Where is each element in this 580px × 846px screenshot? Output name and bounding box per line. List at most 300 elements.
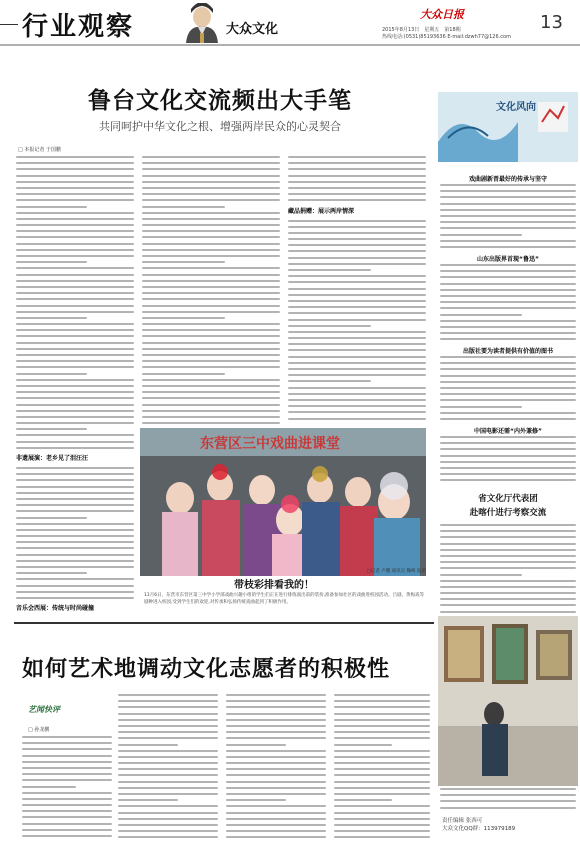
text-line	[334, 818, 430, 820]
text-line	[440, 611, 576, 613]
sidebar-headline-1: 省文化厅代表团	[478, 494, 538, 504]
article-column-2	[142, 156, 280, 424]
masthead-rule	[0, 24, 18, 25]
text-line	[22, 773, 112, 775]
text-line	[440, 227, 576, 229]
text-line	[142, 354, 280, 356]
text-line	[118, 725, 218, 727]
text-line	[334, 731, 430, 733]
text-line	[16, 541, 134, 543]
text-line	[118, 830, 218, 832]
section-divider	[14, 622, 434, 624]
text-line	[226, 774, 326, 776]
text-line	[226, 750, 326, 752]
text-line	[226, 818, 326, 820]
text-line	[142, 249, 280, 251]
text-line	[142, 335, 280, 337]
article-column-3	[288, 156, 426, 424]
text-line	[118, 824, 218, 826]
essay-column-3	[226, 694, 326, 840]
text-line	[226, 700, 326, 702]
body-text-block	[16, 467, 134, 599]
photo-note: 11月6日，东营市东营区第三中学小学部戏曲兴趣小组的学生们正在进行排练演出前的装扮,准备参加社区的戏曲进校园活动。吕剧、黄梅戏等剧种进入校园,受到学生们的欢迎,对传承和弘扬传统戏曲起到了积极作用。	[144, 593, 425, 605]
text-line	[440, 561, 576, 563]
text-line	[142, 360, 280, 362]
text-line	[288, 238, 426, 240]
text-line	[16, 578, 134, 580]
text-line	[440, 549, 576, 551]
text-line	[288, 199, 426, 201]
text-line	[118, 812, 218, 814]
text-line	[288, 257, 426, 259]
photo-credit: □记者 卢鹏 通讯员 鞠峰 报道	[366, 569, 426, 574]
text-line	[440, 455, 576, 457]
text-line	[16, 261, 87, 263]
text-line	[440, 448, 576, 450]
text-line	[288, 300, 426, 302]
text-line	[440, 362, 576, 364]
text-line	[334, 700, 430, 702]
text-line	[22, 786, 76, 788]
text-line	[440, 399, 576, 401]
body-text-block	[440, 356, 576, 420]
text-line	[16, 360, 134, 362]
text-line	[288, 156, 426, 158]
text-line	[288, 250, 426, 252]
text-line	[16, 486, 134, 488]
body-text-block	[440, 264, 576, 340]
text-line	[142, 422, 280, 424]
text-line	[16, 447, 134, 449]
text-line	[226, 756, 326, 758]
text-line	[440, 418, 576, 420]
text-line	[22, 767, 112, 769]
text-line	[22, 792, 112, 794]
text-line	[334, 756, 430, 758]
text-line	[440, 289, 576, 291]
text-line	[16, 187, 134, 189]
section-label: 大众文化	[226, 22, 279, 37]
text-line	[16, 554, 134, 556]
text-line	[142, 286, 280, 288]
text-line	[16, 535, 134, 537]
text-line	[440, 807, 576, 809]
text-line	[288, 418, 426, 420]
text-line	[16, 218, 134, 220]
text-line	[118, 694, 218, 696]
masthead	[0, 0, 580, 46]
text-line	[440, 412, 576, 414]
text-line	[440, 524, 576, 526]
text-line	[16, 492, 134, 494]
text-line	[288, 294, 426, 296]
text-line	[142, 404, 280, 406]
text-line	[288, 226, 426, 228]
essay-column-1	[22, 736, 112, 840]
text-line	[16, 373, 87, 375]
text-line	[440, 788, 576, 790]
text-line	[440, 442, 576, 444]
text-line	[334, 812, 430, 814]
body-text-block	[440, 788, 576, 809]
text-line	[334, 737, 430, 739]
text-line	[16, 298, 134, 300]
text-line	[118, 706, 218, 708]
text-line	[440, 368, 576, 370]
text-line	[440, 393, 576, 395]
text-line	[22, 748, 112, 750]
text-line	[440, 320, 576, 322]
text-line	[22, 810, 112, 812]
text-line	[440, 598, 576, 600]
sidebar-item-title: 戏曲剧新晋最好的传承与坚守	[468, 176, 547, 183]
text-line	[288, 399, 426, 401]
text-line	[118, 793, 218, 795]
text-line	[16, 498, 134, 500]
text-line	[226, 694, 326, 696]
text-line	[16, 441, 134, 443]
text-line	[142, 311, 280, 313]
text-line	[334, 768, 430, 770]
text-line	[226, 706, 326, 708]
text-line	[118, 818, 218, 820]
text-line	[440, 794, 576, 796]
text-line	[440, 203, 576, 205]
main-byline: □ 本报记者 于国鹏	[18, 147, 61, 153]
text-line	[334, 836, 430, 838]
text-line	[440, 209, 576, 211]
text-line	[16, 348, 134, 350]
text-line	[22, 798, 112, 800]
text-line	[440, 307, 576, 309]
text-line	[16, 162, 134, 164]
text-line	[440, 314, 522, 316]
text-line	[16, 366, 134, 368]
text-line	[16, 168, 134, 170]
main-headline: 鲁台文化交流频出大手笔	[88, 87, 352, 114]
text-line	[16, 274, 134, 276]
text-line	[440, 184, 576, 186]
text-line	[118, 756, 218, 758]
text-line	[440, 461, 576, 463]
text-line	[16, 212, 134, 214]
text-line	[16, 591, 134, 593]
text-line	[334, 824, 430, 826]
body-text-block	[16, 156, 134, 449]
text-line	[334, 799, 392, 801]
text-line	[334, 706, 430, 708]
essay-byline: □ 孙龙鹏	[28, 727, 50, 733]
text-line	[22, 755, 112, 757]
text-line	[16, 243, 134, 245]
text-line	[142, 224, 280, 226]
page-title: 行业观察	[22, 12, 135, 42]
text-line	[16, 224, 134, 226]
body-text-block	[288, 156, 426, 201]
text-line	[142, 416, 280, 418]
text-line	[440, 406, 522, 408]
text-line	[16, 585, 134, 587]
text-line	[16, 428, 87, 430]
text-line	[288, 393, 426, 395]
text-line	[334, 762, 430, 764]
text-line	[440, 555, 576, 557]
text-line	[288, 244, 426, 246]
text-line	[16, 354, 134, 356]
text-line	[334, 694, 430, 696]
text-line	[118, 737, 218, 739]
text-line	[142, 212, 280, 214]
text-line	[142, 410, 280, 412]
body-text-block	[142, 156, 280, 424]
text-line	[142, 280, 280, 282]
text-line	[16, 280, 134, 282]
text-line	[142, 162, 280, 164]
essay-column-badge: 艺闻快评	[28, 705, 60, 714]
text-line	[226, 737, 326, 739]
text-line	[118, 700, 218, 702]
text-line	[22, 761, 112, 763]
text-line	[226, 731, 326, 733]
text-line	[16, 597, 134, 599]
sidebar-item-title: 出版社要为读者提供有价值的图书	[462, 348, 553, 355]
text-line	[226, 787, 326, 789]
subsection-heading: 藏品捐赠：展示两岸情深	[288, 207, 355, 215]
text-line	[288, 175, 426, 177]
text-line	[142, 175, 280, 177]
text-line	[288, 220, 426, 222]
text-line	[142, 298, 280, 300]
text-line	[16, 479, 134, 481]
text-line	[142, 397, 280, 399]
text-line	[440, 536, 576, 538]
text-line	[288, 380, 371, 382]
text-line	[22, 804, 112, 806]
text-line	[142, 255, 280, 257]
text-line	[22, 736, 112, 738]
sidebar-text-3	[440, 356, 576, 422]
text-line	[16, 504, 134, 506]
text-line	[16, 422, 134, 424]
essay-column-2	[118, 694, 218, 840]
text-line	[16, 391, 134, 393]
text-line	[16, 529, 134, 531]
text-line	[142, 305, 280, 307]
sidebar-text-1	[440, 184, 576, 250]
text-line	[440, 592, 576, 594]
text-line	[142, 323, 280, 325]
text-line	[440, 215, 576, 217]
text-line	[142, 168, 280, 170]
text-line	[226, 836, 326, 838]
text-line	[16, 517, 87, 519]
text-line	[440, 264, 576, 266]
text-line	[118, 774, 218, 776]
gallery-illustration	[438, 616, 578, 786]
text-line	[288, 405, 426, 407]
text-line	[288, 325, 371, 327]
text-line	[142, 348, 280, 350]
text-line	[16, 199, 134, 201]
text-line	[440, 356, 576, 358]
text-line	[142, 243, 280, 245]
text-line	[440, 301, 576, 303]
text-line	[288, 356, 426, 358]
issue-date-line: 2015年8月13日 星期五 第18期	[382, 27, 461, 33]
photo-title: 带枝彩排看我的！	[234, 580, 314, 591]
main-subhead: 共同呵护中华文化之根、增强两岸民众的心灵契合	[99, 120, 341, 133]
text-line	[226, 719, 326, 721]
text-line	[16, 404, 134, 406]
text-line	[142, 379, 280, 381]
text-line	[142, 274, 280, 276]
text-line	[142, 181, 280, 183]
text-line	[440, 381, 576, 383]
text-line	[16, 510, 134, 512]
newspaper-brand: 大众日报	[420, 8, 464, 21]
text-line	[16, 236, 134, 238]
text-line	[16, 416, 134, 418]
text-line	[16, 342, 134, 344]
text-line	[334, 793, 430, 795]
text-line	[440, 800, 576, 802]
text-line	[288, 319, 426, 321]
text-line	[142, 342, 280, 344]
text-line	[16, 181, 134, 183]
text-line	[16, 572, 87, 574]
text-line	[440, 436, 576, 438]
text-line	[142, 187, 280, 189]
text-line	[440, 543, 576, 545]
text-line	[226, 762, 326, 764]
text-line	[288, 269, 371, 271]
text-line	[288, 312, 426, 314]
text-line	[142, 193, 280, 195]
gallery-photo	[438, 616, 578, 786]
text-line	[226, 799, 286, 801]
text-line	[16, 523, 134, 525]
article-column-1	[16, 156, 134, 612]
page-number: 13	[540, 12, 563, 33]
text-line	[440, 283, 576, 285]
text-line	[334, 719, 430, 721]
text-line	[288, 362, 426, 364]
essay-column-4	[334, 694, 430, 840]
text-line	[142, 218, 280, 220]
photo-illustration	[140, 428, 426, 576]
text-line	[440, 574, 522, 576]
text-line	[440, 530, 576, 532]
body-text-block	[334, 694, 430, 838]
text-line	[226, 805, 326, 807]
portrait-illustration	[178, 3, 224, 43]
text-line	[288, 411, 426, 413]
text-line	[440, 234, 522, 236]
text-line	[334, 744, 392, 746]
opera-children-photo	[140, 428, 426, 576]
text-line	[288, 349, 426, 351]
text-line	[440, 295, 576, 297]
text-line	[440, 338, 576, 340]
text-line	[288, 374, 426, 376]
text-line	[16, 249, 134, 251]
text-line	[142, 261, 225, 263]
sidebar-headline-2: 赴喀什进行考察交流	[469, 508, 547, 518]
body-text-block	[118, 694, 218, 838]
text-line	[16, 434, 134, 436]
text-line	[334, 725, 430, 727]
text-line	[22, 742, 112, 744]
text-line	[440, 221, 576, 223]
text-line	[142, 366, 280, 368]
text-line	[440, 326, 576, 328]
text-line	[16, 230, 134, 232]
text-line	[226, 812, 326, 814]
body-text-block	[440, 524, 576, 613]
text-line	[118, 836, 218, 838]
text-line	[288, 368, 426, 370]
text-line	[288, 387, 426, 389]
text-line	[288, 187, 426, 189]
text-line	[440, 604, 576, 606]
subsection-heading: 音乐会西展：传统与时尚碰撞	[16, 605, 95, 612]
text-line	[22, 829, 112, 831]
text-line	[142, 317, 225, 319]
text-line	[440, 567, 576, 569]
text-line	[142, 329, 280, 331]
contact-line: 热线电话:(0531)85193636 E-mail:dzwh77@126.com	[382, 34, 511, 40]
text-line	[142, 236, 280, 238]
text-line	[16, 560, 134, 562]
text-line	[142, 206, 225, 208]
text-line	[118, 787, 218, 789]
text-line	[118, 805, 218, 807]
text-line	[16, 305, 134, 307]
text-line	[334, 787, 430, 789]
text-line	[142, 391, 280, 393]
text-line	[440, 467, 576, 469]
text-line	[226, 725, 326, 727]
text-line	[288, 281, 426, 283]
text-line	[118, 713, 218, 715]
text-line	[226, 830, 326, 832]
text-line	[16, 175, 134, 177]
text-line	[288, 193, 426, 195]
text-line	[16, 292, 134, 294]
text-line	[334, 830, 430, 832]
body-text-block	[288, 220, 426, 425]
text-line	[288, 288, 426, 290]
sidebar-text-4	[440, 436, 576, 484]
text-line	[16, 193, 134, 195]
text-line	[440, 375, 576, 377]
text-line	[22, 816, 112, 818]
text-line	[334, 781, 430, 783]
text-line	[288, 168, 426, 170]
text-line	[142, 267, 280, 269]
sidebar-text-5	[440, 524, 576, 614]
text-line	[142, 230, 280, 232]
text-line	[288, 337, 426, 339]
sidebar-text-2	[440, 264, 576, 344]
text-line	[440, 332, 576, 334]
text-line	[440, 473, 576, 475]
sidebar-item-title: 中国电影还需“内外兼修”	[474, 428, 542, 435]
text-line	[334, 774, 430, 776]
text-line	[440, 479, 576, 481]
text-line	[288, 162, 426, 164]
text-line	[142, 385, 280, 387]
